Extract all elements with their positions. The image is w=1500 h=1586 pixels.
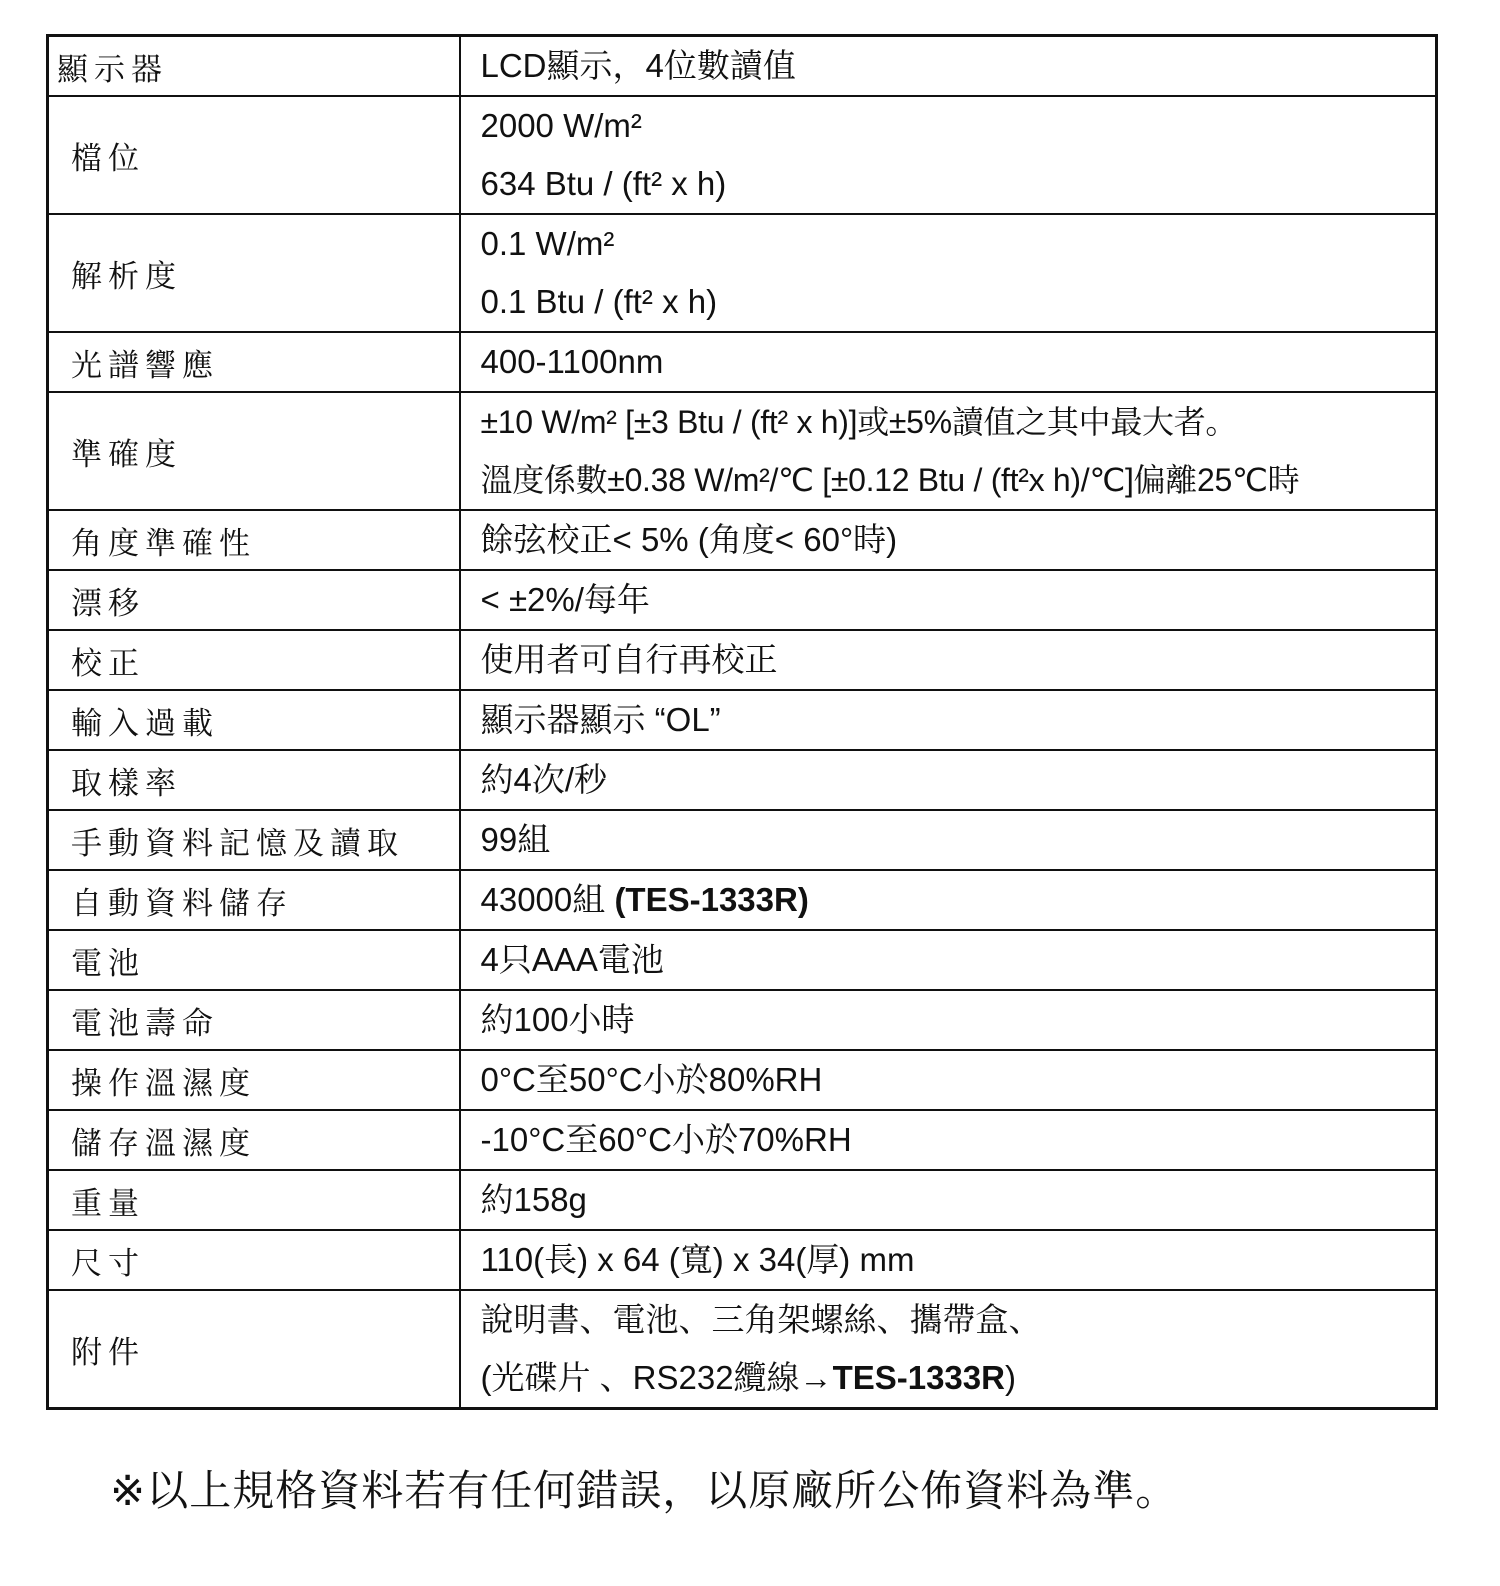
spec-value-line: 110(長) x 64 (寬) x 34(厚) mm	[480, 1241, 915, 1278]
spec-value-line: 0.1 Btu / (ft² x h)	[480, 283, 718, 320]
spec-value-text: )	[1004, 1359, 1016, 1396]
spec-row-battery	[48, 930, 1437, 990]
spec-value	[460, 690, 1437, 750]
spec-row-manual-memory	[48, 810, 1437, 870]
spec-value-line: 餘弦校正< 5% (角度< 60°時)	[480, 521, 898, 558]
spec-row-spectral	[48, 332, 1437, 392]
spec-value	[460, 1290, 1437, 1409]
spec-row-range	[48, 96, 1437, 214]
spec-label: 附件	[48, 1290, 460, 1409]
spec-row-operating-env	[48, 1050, 1437, 1110]
spec-value	[460, 570, 1437, 630]
spec-value	[460, 96, 1437, 214]
spec-row-display	[48, 36, 1437, 97]
spec-value-line: ±10 W/m² [±3 Btu / (ft² x h)]或±5%讀值之其中最大者。	[480, 404, 1238, 440]
spec-label: 光譜響應	[48, 332, 460, 392]
spec-value-text: 43000組	[480, 881, 606, 918]
spec-value	[460, 392, 1437, 510]
spec-row-accuracy	[48, 392, 1437, 510]
model-name: TES-1333R	[832, 1359, 1005, 1396]
spec-row-dimensions	[48, 1230, 1437, 1290]
spec-value	[460, 630, 1437, 690]
spec-value	[460, 750, 1437, 810]
spec-value	[460, 1170, 1437, 1230]
spec-value-line: 634 Btu / (ft² x h)	[480, 165, 727, 202]
spec-value-line: 400-1100nm	[480, 343, 664, 380]
spec-value	[460, 1110, 1437, 1170]
spec-value	[460, 930, 1437, 990]
spec-row-battery-life	[48, 990, 1437, 1050]
spec-value	[460, 36, 1437, 97]
spec-value-line: 約100小時	[480, 1001, 635, 1038]
spec-value	[460, 810, 1437, 870]
spec-label: 角度準確性	[48, 510, 460, 570]
spec-label: 操作溫濕度	[48, 1050, 460, 1110]
spec-value	[460, 332, 1437, 392]
spec-row-overload	[48, 690, 1437, 750]
spec-label: 輸入過載	[48, 690, 460, 750]
spec-label: 解析度	[48, 214, 460, 332]
spec-value-line	[481, 871, 1436, 929]
spec-label: 檔位	[48, 96, 460, 214]
spec-row-drift	[48, 570, 1437, 630]
spec-value	[460, 870, 1437, 930]
spec-value-line: 顯示器顯示 “OL”	[480, 701, 721, 738]
spec-row-resolution	[48, 214, 1437, 332]
spec-value	[460, 990, 1437, 1050]
spec-label: 儲存溫濕度	[48, 1110, 460, 1170]
spec-label: 尺寸	[48, 1230, 460, 1290]
spec-value-line: 2000 W/m²	[480, 107, 642, 144]
spec-value	[460, 510, 1437, 570]
spec-row-storage-env	[48, 1110, 1437, 1170]
spec-label: 取樣率	[48, 750, 460, 810]
spec-label: 自動資料儲存	[48, 870, 460, 930]
spec-row-sampling	[48, 750, 1437, 810]
spec-value-line: 4只AAA電池	[480, 941, 664, 978]
spec-value	[460, 1230, 1437, 1290]
spec-value	[460, 1050, 1437, 1110]
spec-value-line: < ±2%/每年	[480, 581, 650, 618]
spec-value-text: (光碟片 、RS232纜線→	[480, 1359, 833, 1396]
spec-label: 校正	[48, 630, 460, 690]
spec-value-line: 0.1 W/m²	[480, 225, 615, 262]
spec-label: 準確度	[48, 392, 460, 510]
spec-value-line: 0°C至50°C小於80%RH	[480, 1061, 823, 1098]
spec-label: 電池壽命	[48, 990, 460, 1050]
spec-row-accessories	[48, 1290, 1437, 1409]
spec-table	[46, 34, 1438, 1410]
spec-value-line: 99組	[480, 821, 551, 858]
spec-value-line: 使用者可自行再校正	[480, 641, 778, 678]
spec-value-line: 溫度係數±0.38 W/m²/℃ [±0.12 Btu / (ft²x h)/℃]偏離25℃時	[480, 462, 1300, 498]
model-name: (TES-1333R)	[614, 881, 809, 918]
spec-value-line	[481, 1349, 1436, 1407]
spec-value-line: 約4次/秒	[480, 761, 608, 798]
spec-label: 手動資料記憶及讀取	[48, 810, 460, 870]
spec-value	[460, 214, 1437, 332]
spec-label: 重量	[48, 1170, 460, 1230]
spec-value-line: -10°C至60°C小於70%RH	[480, 1121, 852, 1158]
spec-label: 電池	[48, 930, 460, 990]
disclaimer-footnote: ※以上規格資料若有任何錯誤，以原廠所公佈資料為準。	[110, 1467, 1179, 1514]
spec-row-auto-storage	[48, 870, 1437, 930]
spec-row-calibration	[48, 630, 1437, 690]
spec-value-line: 約158g	[480, 1181, 587, 1218]
spec-value-line: LCD顯示，4位數讀值	[480, 47, 796, 84]
spec-value-line: 說明書、電池、三角架螺絲、攜帶盒、	[480, 1301, 1042, 1338]
spec-row-angle	[48, 510, 1437, 570]
spec-row-weight	[48, 1170, 1437, 1230]
spec-label: 顯示器	[48, 36, 460, 97]
spec-label: 漂移	[48, 570, 460, 630]
